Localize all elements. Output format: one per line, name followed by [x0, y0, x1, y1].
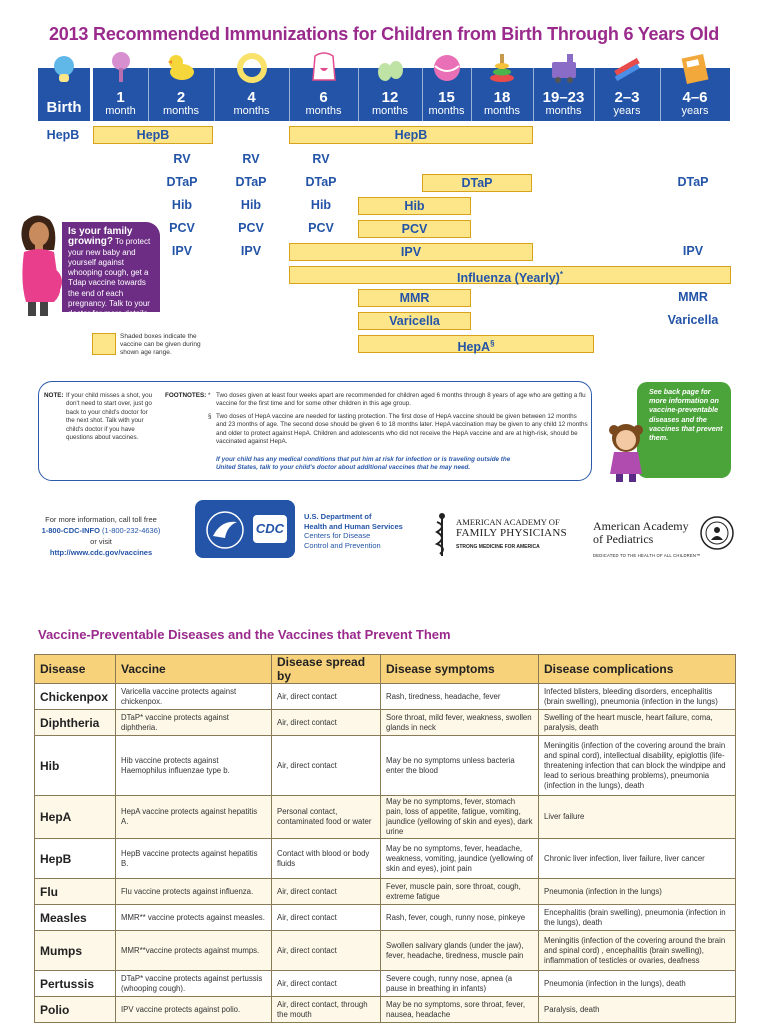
vaccine-cell: DTaP* vaccine protects against pertussis (whooping cough).: [116, 971, 272, 997]
ipv-late-label: IPV: [682, 244, 704, 258]
age-column-header: [358, 68, 422, 121]
hhs-line: Health and Human Services: [304, 521, 403, 531]
contact-info: [20, 514, 182, 558]
aap-logo: [593, 520, 703, 560]
aap-seal-icon: [700, 516, 734, 550]
age-column-header: [148, 68, 214, 121]
aafp-line: AMERICAN ACADEMY OF: [456, 517, 560, 527]
pcv-label: PCV: [169, 221, 195, 235]
age-value: 18: [493, 89, 511, 106]
hhs-eagle-icon: [203, 510, 247, 550]
see-back-page-callout: See back page for more information on vaccine-preventable diseases and the vaccines that prevent them.: [637, 382, 731, 478]
disease-table: [34, 654, 736, 1023]
column-header: Disease complications: [539, 655, 736, 684]
rattle-icon: [106, 50, 136, 84]
age-column-header: [471, 68, 533, 121]
dtap-late-label: DTaP: [677, 175, 709, 189]
disease-name-cell: Polio: [35, 997, 116, 1023]
vaccine-cell: HepA vaccine protects against hepatitis A.: [116, 796, 272, 839]
age-value: 4–6: [682, 89, 708, 106]
ball-icon: [432, 50, 462, 84]
spread-cell: Personal contact, contaminated food or water: [272, 796, 381, 839]
note-text: If your child misses a shot, you don't need to start over, just go back to your child's doctor for the next shot. Talk with your child's doctor if you have questions about vaccines.: [66, 392, 153, 442]
table-row: [35, 971, 736, 997]
vaccine-cell: Varicella vaccine protects against chickenpox.: [116, 684, 272, 710]
dtap-bar: DTaP: [422, 174, 532, 192]
influenza-label: Influenza (Yearly): [457, 271, 560, 286]
column-header: Disease symptoms: [381, 655, 539, 684]
complications-cell: Infected blisters, bleeding disorders, encephalitis (brain swelling), pneumonia (infection in the lungs): [539, 684, 736, 710]
age-unit: months: [545, 105, 582, 117]
symptoms-cell: Sore throat, mild fever, weakness, swollen glands in neck: [381, 710, 539, 736]
hhs-text: [304, 512, 424, 550]
table-row: [35, 710, 736, 736]
table-row: [35, 879, 736, 905]
column-header: Disease spread by: [272, 655, 381, 684]
footnote-2: Two doses of HepA vaccine are needed for lasting protection. The first dose of HepA vaccine should be given between 12 months and 23 months of age. The second dose should be given 6 to 18 months later. HepA vaccination may be given to any child 12 months and older to protect against HepA. Children and adolescents who did not receive the HepA vaccine and are at high-risk, should be vaccinated against HepA.: [216, 413, 588, 446]
age-unit: years: [613, 105, 641, 117]
vaccine-cell: MMR** vaccine protects against measles.: [116, 905, 272, 931]
age-value: 15: [438, 89, 455, 106]
footnote-mark: *: [208, 392, 211, 399]
age-column-header: [660, 68, 730, 121]
table-row: [35, 684, 736, 710]
age-unit: month: [105, 105, 136, 117]
aafp-tagline: STRONG MEDICINE FOR AMERICA: [456, 544, 540, 550]
complications-cell: Meningitis (infection of the covering around the brain and spinal cord) , encephalitis (brain swelling), inflammation of testicles or ovaries, deafness: [539, 931, 736, 971]
pcv-bar: PCV: [358, 220, 471, 238]
vaccine-cell: DTaP* vaccine protects against diphtheria.: [116, 710, 272, 736]
pacifier-icon: [49, 50, 79, 84]
table-row: [35, 931, 736, 971]
hepb-birth-label: HepB: [46, 128, 80, 142]
symptoms-cell: May be no symptoms, fever, headache, weakness, vomiting, jaundice (yellowing of skin and eyes), joint pain: [381, 839, 539, 879]
bib-icon: [309, 50, 339, 84]
teething-ring-icon: [237, 50, 267, 84]
symptoms-cell: May be no symptoms, sore throat, fever, nausea, headache: [381, 997, 539, 1023]
influenza-bar: [289, 266, 731, 284]
footnote-mark: *: [559, 270, 563, 279]
complications-cell: Pneumonia (infection in the lungs), death: [539, 971, 736, 997]
age-unit: months: [233, 105, 270, 117]
age-column-header: [214, 68, 289, 121]
hib-label: Hib: [310, 198, 332, 212]
footnote-mark: §: [490, 339, 495, 348]
spread-cell: Air, direct contact: [272, 736, 381, 796]
page-title: 2013 Recommended Immunizations for Children from Birth Through 6 Years Old: [49, 24, 719, 44]
note-label: NOTE:: [44, 392, 64, 399]
stacking-rings-icon: [487, 50, 517, 84]
legend-text: Shaded boxes indicate the vaccine can be given during shown age range.: [120, 333, 201, 356]
symptoms-cell: May be no symptoms, fever, stomach pain, loss of appetite, fatigue, vomiting, jaundice (yellowing of skin and eyes), dark urine: [381, 796, 539, 839]
disease-name-cell: HepB: [35, 839, 116, 879]
complications-cell: Chronic liver infection, liver failure, liver cancer: [539, 839, 736, 879]
disease-name-cell: Diphtheria: [35, 710, 116, 736]
vaccine-cell: IPV vaccine protects against polio.: [116, 997, 272, 1023]
age-column-header: [533, 68, 594, 121]
callout-heading: Is your family growing?: [68, 226, 133, 248]
cdc-mark: CDC: [253, 515, 287, 543]
age-value: 12: [381, 89, 399, 106]
hepa-label: HepA: [457, 340, 491, 355]
age-unit: months: [305, 105, 342, 117]
legend-swatch: [92, 333, 116, 355]
age-value: 19–23: [542, 89, 585, 106]
vaccine-cell: MMR**vaccine protects against mumps.: [116, 931, 272, 971]
table-row: [35, 905, 736, 931]
dtap-label: DTaP: [305, 175, 337, 189]
age-column-header: [38, 68, 90, 121]
hepb-bar-2: HepB: [289, 126, 533, 144]
spread-cell: Air, direct contact: [272, 931, 381, 971]
spread-cell: Air, direct contact: [272, 879, 381, 905]
age-column-header: [289, 68, 358, 121]
age-value: 4: [247, 89, 256, 106]
age-unit: months: [371, 105, 409, 117]
baby-shoes-icon: [375, 50, 405, 84]
rubber-duck-icon: [166, 50, 196, 84]
pcv-label: PCV: [308, 221, 334, 235]
table-row: [35, 997, 736, 1023]
spread-cell: Air, direct contact: [272, 905, 381, 931]
disease-name-cell: Chickenpox: [35, 684, 116, 710]
age-value: 6: [319, 89, 328, 106]
table-row: [35, 796, 736, 839]
dtap-label: DTaP: [166, 175, 198, 189]
phone-alt: (1-800-232-4636): [102, 526, 161, 535]
hepb-bar-1: HepB: [93, 126, 213, 144]
cdc-url[interactable]: http://www.cdc.gov/vaccines: [49, 548, 153, 557]
info-or-visit: or visit: [90, 537, 112, 546]
rv-label: RV: [242, 152, 260, 166]
aap-line: of Pediatrics: [593, 532, 654, 546]
hhs-line: U.S. Department of: [304, 512, 372, 521]
column-header: Disease: [35, 655, 116, 684]
cdc-logo: [195, 500, 295, 558]
age-unit: months: [483, 105, 521, 117]
vaccine-cell: Hib vaccine protects against Haemophilus influenzae type b.: [116, 736, 272, 796]
aafp-line: FAMILY PHYSICIANS: [456, 527, 567, 539]
spread-cell: Air, direct contact: [272, 971, 381, 997]
info-line: For more information, call toll free: [45, 515, 157, 524]
rv-label: RV: [312, 152, 330, 166]
travel-note: If your child has any medical conditions that put him at risk for infection or is traveling outside the United States, talk to your child's doctor about additional vaccines that he may need.: [216, 456, 511, 472]
hib-label: Hib: [240, 198, 262, 212]
hhs-line: Control and Prevention: [304, 540, 381, 550]
pregnant-mother-illustration: [10, 212, 70, 317]
table-row: [35, 736, 736, 796]
table-section-title: Vaccine-Preventable Diseases and the Vaccines that Prevent Them: [38, 627, 451, 642]
complications-cell: Swelling of the heart muscle, heart failure, coma, paralysis, death: [539, 710, 736, 736]
age-value: Birth: [46, 99, 82, 116]
crayons-icon: [612, 50, 642, 84]
dtap-label: DTaP: [235, 175, 267, 189]
hib-bar: Hib: [358, 197, 471, 215]
ipv-label: IPV: [171, 244, 193, 258]
hhs-line: Centers for Disease: [304, 531, 371, 541]
book-icon: [680, 50, 710, 84]
age-unit: months: [162, 105, 200, 117]
disease-name-cell: Mumps: [35, 931, 116, 971]
ipv-label: IPV: [240, 244, 262, 258]
complications-cell: Liver failure: [539, 796, 736, 839]
phone-number: 1-800-CDC-INFO: [41, 526, 100, 535]
aap-tagline: DEDICATED TO THE HEALTH OF ALL CHILDREN™: [593, 553, 701, 558]
complications-cell: Pneumonia (infection in the lungs): [539, 879, 736, 905]
spread-cell: Air, direct contact: [272, 684, 381, 710]
spread-cell: Air, direct contact, through the mouth: [272, 997, 381, 1023]
spread-cell: Air, direct contact: [272, 710, 381, 736]
symptoms-cell: Rash, tiredness, headache, fever: [381, 684, 539, 710]
age-column-header: [422, 68, 471, 121]
footnote-mark: §: [208, 413, 212, 420]
varicella-bar: Varicella: [358, 312, 471, 330]
hib-label: Hib: [171, 198, 193, 212]
callout-body: To protect your new baby and yourself against whooping cough, get a Tdap vaccine towards the end of each pregnancy. Talk to your doctor for more details.: [68, 237, 151, 319]
vaccine-cell: HepB vaccine protects against hepatitis B.: [116, 839, 272, 879]
aap-line: American Academy: [593, 519, 689, 533]
symptoms-cell: May be no symptoms unless bacteria enter the blood: [381, 736, 539, 796]
complications-cell: Meningitis (infection of the covering around the brain and spinal cord), intellectual disability, epiglottis (life-threatening infection that can block the windpipe and lead to serious breathing problems), pneumonia (infection in the lungs), death: [539, 736, 736, 796]
age-unit: months: [428, 105, 465, 117]
table-row: [35, 839, 736, 879]
girl-illustration: [604, 420, 654, 484]
mmr-late-label: MMR: [678, 290, 708, 304]
varicella-late-label: Varicella: [667, 313, 719, 327]
rv-label: RV: [173, 152, 191, 166]
age-column-header: [594, 68, 660, 121]
symptoms-cell: Rash, fever, cough, runny nose, pinkeye: [381, 905, 539, 931]
symptoms-cell: Severe cough, runny nose, apnea (a pause in breathing in infants): [381, 971, 539, 997]
aafp-logo: [456, 517, 571, 551]
footnotes-label: FOOTNOTES:: [165, 392, 207, 399]
spread-cell: Contact with blood or body fluids: [272, 839, 381, 879]
disease-name-cell: Flu: [35, 879, 116, 905]
disease-name-cell: Pertussis: [35, 971, 116, 997]
complications-cell: Encephalitis (brain swelling), pneumonia (infection in the lungs), death: [539, 905, 736, 931]
disease-name-cell: Hib: [35, 736, 116, 796]
vaccine-cell: Flu vaccine protects against influenza.: [116, 879, 272, 905]
age-value: 1: [116, 89, 125, 106]
caduceus-icon: [434, 512, 450, 558]
ipv-bar: IPV: [289, 243, 533, 261]
table-header-row: [35, 655, 736, 684]
disease-name-cell: HepA: [35, 796, 116, 839]
hepa-bar: [358, 335, 594, 353]
symptoms-cell: Fever, muscle pain, sore throat, cough, extreme fatigue: [381, 879, 539, 905]
symptoms-cell: Swollen salivary glands (under the jaw), fever, headache, tiredness, muscle pain: [381, 931, 539, 971]
age-value: 2: [176, 89, 186, 106]
age-value: 2–3: [614, 89, 640, 106]
toy-train-icon: [549, 50, 579, 84]
footnote-1: Two doses given at least four weeks apart are recommended for children aged 6 months through 8 years of age who are getting a flu vaccine for the first time and for some other children in this age group.: [216, 392, 586, 408]
pcv-label: PCV: [238, 221, 264, 235]
age-column-header: [93, 68, 148, 121]
disease-name-cell: Measles: [35, 905, 116, 931]
age-unit: years: [681, 105, 709, 117]
mmr-bar: MMR: [358, 289, 471, 307]
tdap-callout: [62, 222, 160, 319]
column-header: Vaccine: [116, 655, 272, 684]
complications-cell: Paralysis, death: [539, 997, 736, 1023]
